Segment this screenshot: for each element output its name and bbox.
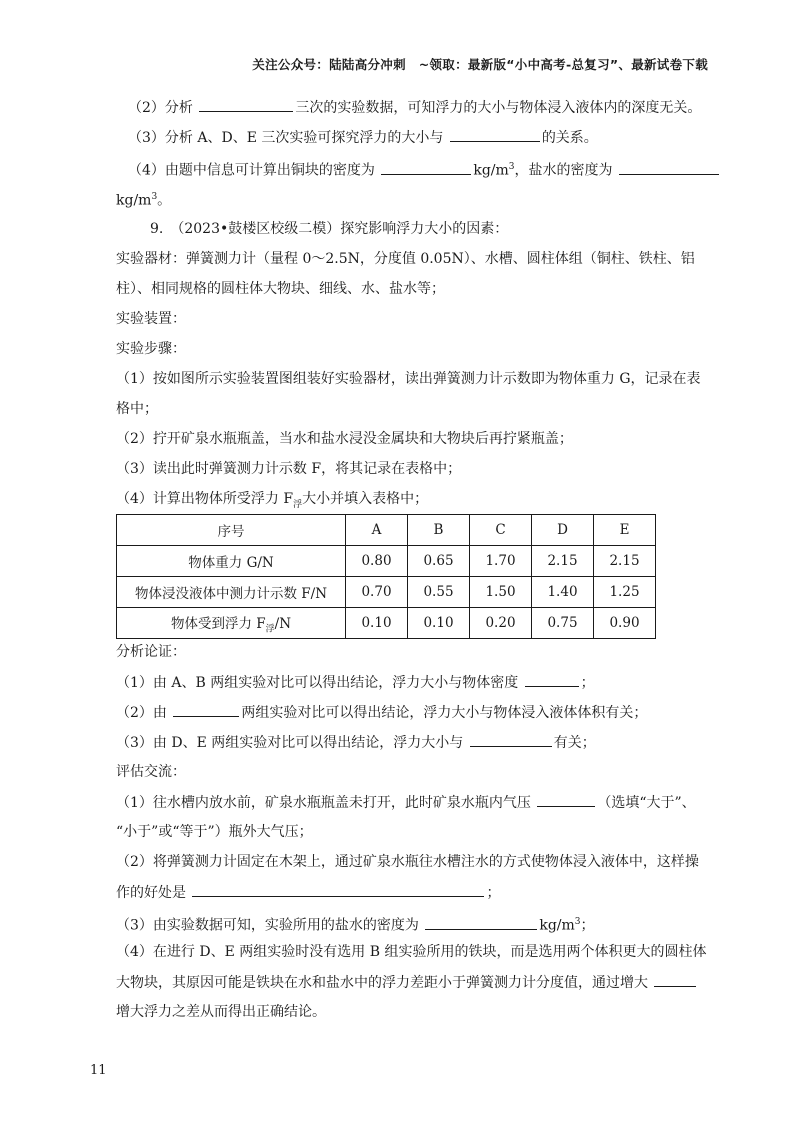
table-cell: 物体浸没液体中测力计示数 F/N — [117, 577, 346, 608]
materials-line-2: 柱）、相同规格的圆柱体大物块、细线、水、盐水等； — [116, 281, 445, 297]
evaluation-1a: （1）往水槽内放水前，矿泉水瓶瓶盖未打开，此时矿泉水瓶内气压 （选填“大于”、 — [116, 792, 696, 813]
analysis-3: （3）由 D、E 两组实验对比可以得出结论，浮力大小与 有关； — [116, 732, 596, 753]
table-row — [117, 577, 656, 608]
table-cell: C — [470, 515, 532, 546]
evaluation-4a: （4）在进行 D、E 两组实验时没有选用 B 组实验所用的铁块，而是选用两个体积更大的圆柱体 — [116, 944, 707, 960]
evaluation-3: （3）由实验数据可知，实验所用的盐水的密度为 $kg/m^3$； — [116, 912, 595, 936]
answer-blank[interactable] — [199, 97, 293, 112]
table-cell: 序号 — [117, 515, 346, 546]
device-label: 实验装置： — [116, 311, 186, 327]
question-2: （2）分析 三次的实验数据，可知浮力的大小与物体浸入液体内的深度无关。 — [128, 97, 701, 118]
evaluation-title: 评估交流： — [116, 764, 186, 780]
step-3: （3）读出此时弹簧测力计示数 F，将其记录在表格中； — [116, 461, 462, 477]
table-cell: 0.65 — [408, 546, 470, 577]
materials-line-1: 实验器材：弹簧测力计（量程 0～2.5N，分度值 0.05N）、水槽、圆柱体组（铜柱、铁柱、铝 — [116, 251, 695, 267]
steps-label: 实验步骤： — [116, 341, 186, 357]
answer-blank[interactable] — [537, 792, 595, 807]
table-cell: 0.80 — [346, 546, 408, 577]
answer-blank[interactable] — [192, 882, 484, 897]
step-1a: （1）按如图所示实验装置图组装好实验器材，读出弹簧测力计示数即为物体重力 G，记录在表 — [116, 371, 701, 387]
problem-title: 9. （2023•鼓楼区校级二模）探究影响浮力大小的因素： — [150, 221, 509, 237]
page-number: 11 — [90, 1063, 107, 1078]
question-4: （4）由题中信息可计算出铜块的密度为 $kg/m^3$，盐水的密度为 — [128, 157, 721, 181]
answer-blank[interactable] — [470, 732, 552, 747]
table-cell: 0.55 — [408, 577, 470, 608]
table-header-row — [117, 515, 656, 546]
question-4-unit: $kg/m^3$。 — [116, 192, 172, 209]
table-row — [117, 546, 656, 577]
table-cell: 0.75 — [532, 608, 594, 639]
evaluation-4c: 增大浮力之差从而得出正确结论。 — [116, 1004, 326, 1020]
table-cell: 1.50 — [470, 577, 532, 608]
evaluation-2b: 作的好处是 ； — [116, 882, 500, 903]
answer-blank[interactable] — [525, 672, 579, 687]
answer-blank[interactable] — [619, 160, 719, 175]
table-cell: 物体重力 G/N — [117, 546, 346, 577]
table-cell: 物体受到浮力 $F_浮/N$ — [117, 608, 346, 639]
evaluation-1b: “小于”或“等于”）瓶外大气压； — [116, 824, 313, 840]
table-cell: E — [594, 515, 656, 546]
table-cell: 0.10 — [408, 608, 470, 639]
table-cell: 2.15 — [594, 546, 656, 577]
table-cell: B — [408, 515, 470, 546]
answer-blank[interactable] — [450, 127, 540, 142]
table-cell: 2.15 — [532, 546, 594, 577]
answer-blank[interactable] — [381, 160, 471, 175]
table-cell: 1.25 — [594, 577, 656, 608]
analysis-2: （2）由 两组实验对比可以得出结论，浮力大小与物体浸入液体体积有关； — [116, 702, 647, 723]
table-cell: A — [346, 515, 408, 546]
table-cell: D — [532, 515, 594, 546]
evaluation-4b: 大物块，其原因可能是铁块在水和盐水中的浮力差距小于弹簧测力计分度值，通过增大 — [116, 972, 698, 993]
step-1b: 格中； — [116, 401, 158, 417]
answer-blank[interactable] — [173, 702, 239, 717]
table-cell: 0.70 — [346, 577, 408, 608]
page-header: 关注公众号：陆陆高分冲刺 ~领取：最新版“小中高考-总复习”、最新试卷下载 — [252, 57, 708, 72]
table-cell: 0.20 — [470, 608, 532, 639]
table-cell: 1.70 — [470, 546, 532, 577]
answer-blank[interactable] — [425, 915, 537, 930]
data-table — [116, 514, 656, 639]
analysis-title: 分析论证： — [116, 644, 186, 660]
question-3: （3）分析 A、D、E 三次实验可探究浮力的大小与 的关系。 — [128, 127, 598, 148]
step-2: （2）拧开矿泉水瓶瓶盖，当水和盐水浸没金属块和大物块后再拧紧瓶盖； — [116, 431, 573, 447]
table-row — [117, 608, 656, 639]
analysis-1: （1）由 A、B 两组实验对比可以得出结论，浮力大小与物体密度 ； — [116, 672, 595, 693]
step-4: （4）计算出物体所受浮力 $F_浮$大小并填入表格中； — [116, 491, 429, 510]
table-cell: 0.90 — [594, 608, 656, 639]
table-cell: 0.10 — [346, 608, 408, 639]
evaluation-2a: （2）将弹簧测力计固定在木架上，通过矿泉水瓶往水槽注水的方式使物体浸入液体中，这样操 — [116, 854, 699, 870]
table-cell: 1.40 — [532, 577, 594, 608]
answer-blank[interactable] — [654, 972, 696, 987]
